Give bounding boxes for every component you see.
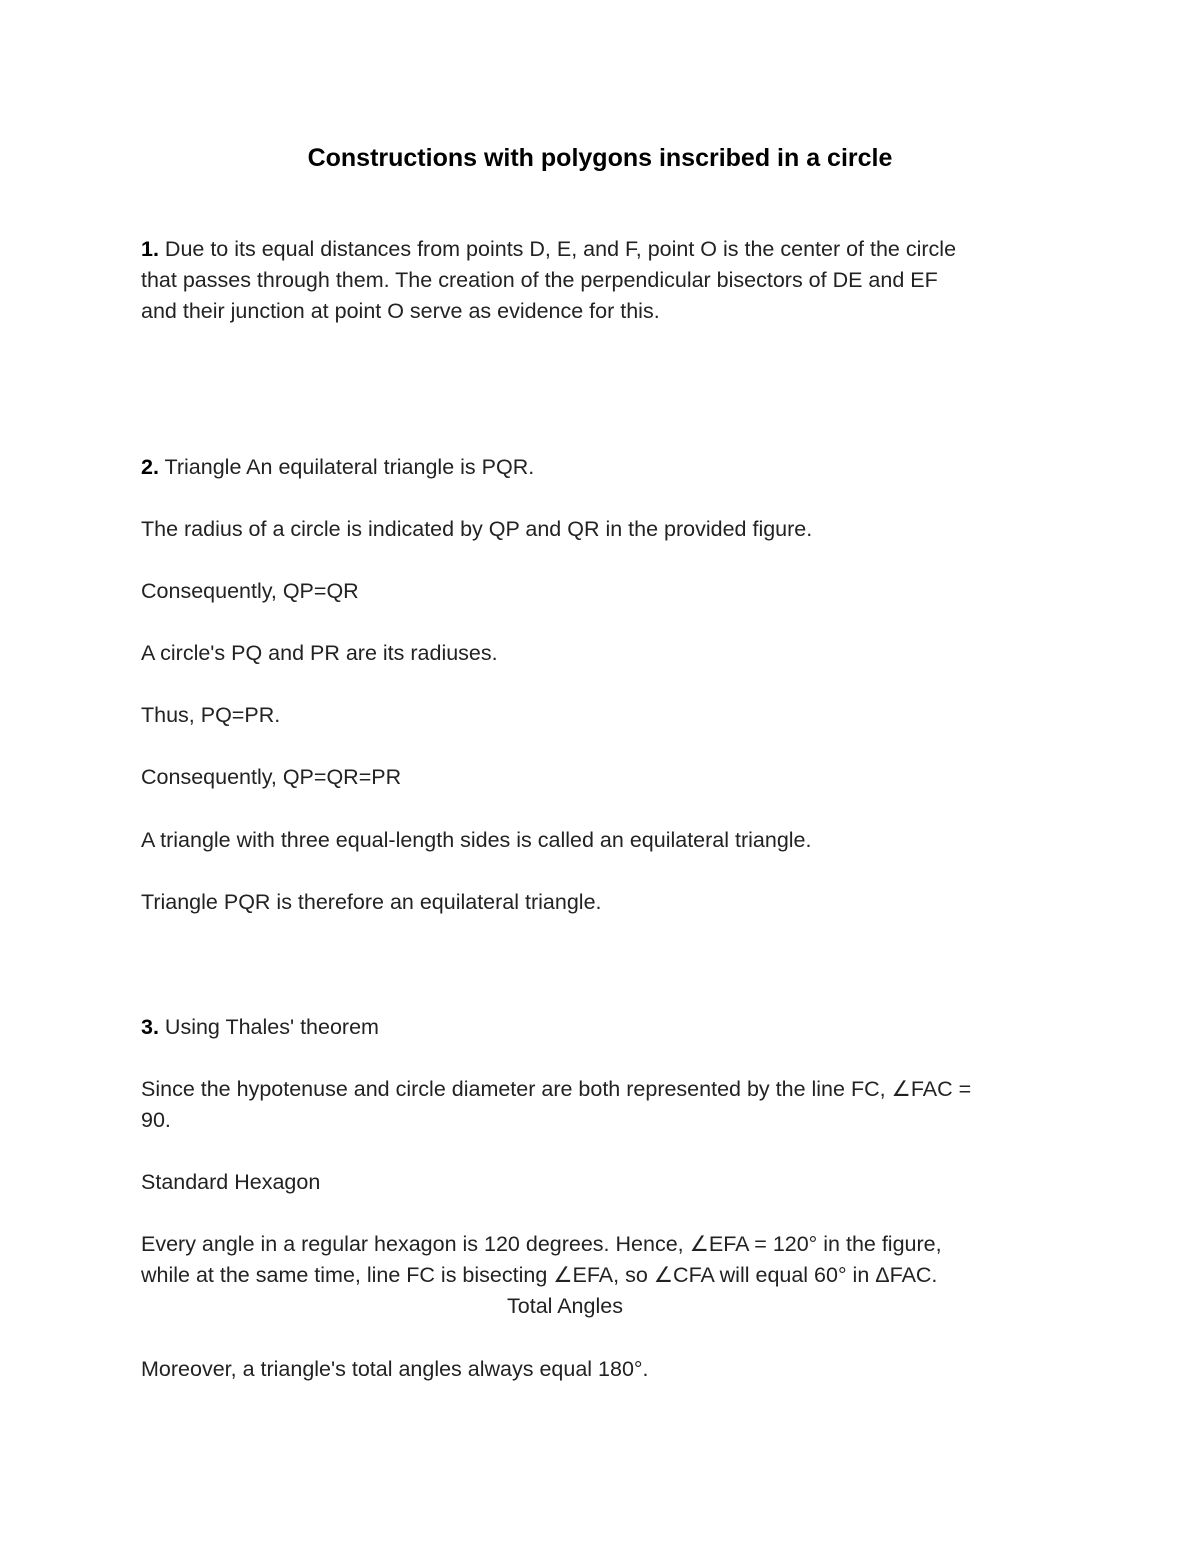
section-2-paragraph: Triangle PQR is therefore an equilateral triangle. bbox=[141, 890, 602, 914]
section-2-heading bbox=[141, 452, 1071, 483]
section-2-paragraph: A circle's PQ and PR are its radiuses. bbox=[141, 641, 498, 665]
section-1-line-3: and their junction at point O serve as evidence for this. bbox=[141, 299, 660, 323]
thales-line-1: Since the hypotenuse and circle diameter are both represented by the line FC, ∠FAC = bbox=[141, 1077, 972, 1101]
section-1-line-1 bbox=[141, 234, 1071, 265]
section-2-paragraph: A triangle with three equal-length sides is called an equilateral triangle. bbox=[141, 828, 812, 852]
section-3-heading-text: Using Thales' theorem bbox=[158, 1015, 379, 1039]
section-2-paragraph: The radius of a circle is indicated by QP and QR in the provided figure. bbox=[141, 517, 813, 541]
section-2-number: 2. bbox=[141, 455, 159, 479]
section-1-number: 1. bbox=[141, 237, 159, 261]
conclusion: Moreover, a triangle's total angles always equal 180°. bbox=[141, 1357, 649, 1381]
section-2-paragraph: Consequently, QP=QR=PR bbox=[141, 765, 402, 789]
section-3-heading bbox=[141, 1012, 1071, 1043]
hexagon-line-2: while at the same time, line FC is bisecting ∠EFA, so ∠CFA will equal 60° in ΔFAC. bbox=[141, 1263, 938, 1287]
hexagon-line-1: Every angle in a regular hexagon is 120 degrees. Hence, ∠EFA = 120° in the figure, bbox=[141, 1232, 942, 1256]
total-angles-heading: Total Angles bbox=[507, 1294, 623, 1318]
thales-line-2: 90. bbox=[141, 1108, 171, 1132]
section-2-heading-text: Triangle An equilateral triangle is PQR. bbox=[158, 455, 535, 479]
document-title: Constructions with polygons inscribed in a circle bbox=[307, 144, 893, 172]
section-1-line-2: that passes through them. The creation of the perpendicular bisectors of DE and EF bbox=[141, 268, 938, 292]
section-3-number: 3. bbox=[141, 1015, 159, 1039]
section-1-text-1: Due to its equal distances from points D, E, and F, point O is the center of the circle bbox=[158, 237, 957, 261]
section-2-paragraph: Consequently, QP=QR bbox=[141, 579, 359, 603]
section-2-paragraph: Thus, PQ=PR. bbox=[141, 703, 281, 727]
hexagon-heading: Standard Hexagon bbox=[141, 1170, 321, 1194]
